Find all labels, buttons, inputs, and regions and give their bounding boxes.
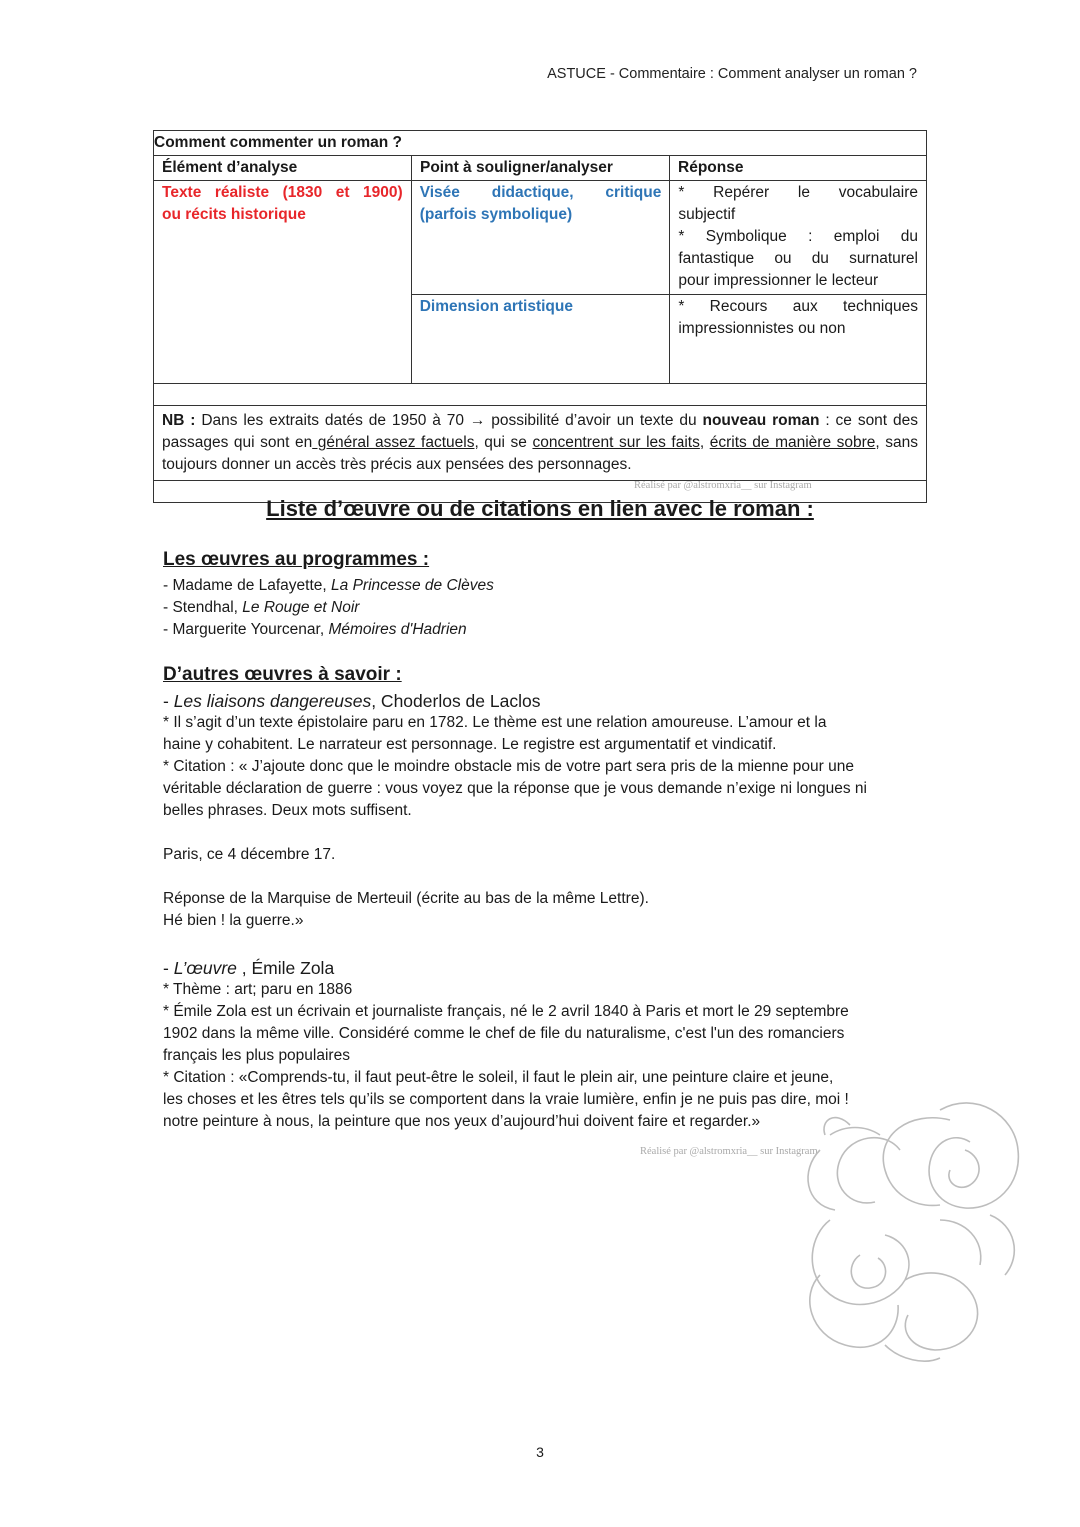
list-title: Liste d’œuvre ou de citations en lien avec le roman : [266, 496, 814, 521]
reponse-visee: * Repérer le vocabulaire subjectif * Symbolique : emploi du fantastique ou du surnaturel pour impressionner le lecteur [678, 184, 918, 289]
watermark-text: Réalisé par @alstromxria__ sur Instagram [634, 480, 812, 491]
list-item: - Madame de Lafayette, La Princesse de Clèves [163, 577, 494, 594]
point-visee: Visée didactique, critique (parfois symbolique) [419, 184, 662, 223]
reponses-column [670, 181, 926, 383]
table-empty-row [154, 383, 926, 405]
point-dimension: Dimension artistique [412, 294, 670, 383]
autres-heading: D’autres œuvres à savoir : [163, 664, 402, 685]
col-header-reponse: Réponse [678, 159, 744, 176]
watermark-text-2: Réalisé par @alstromxria__ sur Instagram [640, 1146, 818, 1157]
page-header: ASTUCE - Commentaire : Comment analyser un roman ? [547, 66, 917, 82]
programmes-list [163, 575, 923, 641]
table-row-realiste [154, 180, 926, 383]
reponse-dimension: * Recours aux techniques impressionnistes ou non [670, 294, 926, 383]
work-oeuvre: - L’œuvre , Émile Zola * Thème : art; paru en 1886 * Émile Zola est un écrivain et journaliste français, né le 2 avril 1840 à Paris et mort le 29 septembre 1902 dans la même ville. Considéré comme le chef de file du naturalisme, c'est l'un des romanciers français les plus populaires * Citation : «Comprends-tu, il faut peut-être le soleil, il faut le plein air, une peinture claire et jeune, les choses et les êtres tels qu’ils se comportent dans la vraie lumière, enfin je ne puis pas dire, moi ! notre peinture à nous, la peinture que nos yeux d’aujourd’hui doivent faire et regarder.» [163, 957, 923, 1133]
list-item: - Marguerite Yourcenar, Mémoires d'Hadrien [163, 621, 467, 638]
analysis-table [153, 130, 927, 503]
table-note: NB : Dans les extraits datés de 1950 à 70 → possibilité d’avoir un texte du nouveau roman : ce sont des passages qui sont en général assez factuels, qui se concentrent sur les faits, écrits de manière sobre, sans toujours donner un accès très précis aux pensées des personnages. [154, 405, 926, 480]
col-header-element: Élément d’analyse [154, 156, 412, 180]
page-number: 3 [536, 1444, 544, 1460]
rose-drawing [790, 1090, 1030, 1370]
table-header-row [154, 155, 926, 180]
table-title: Comment commenter un roman ? [154, 134, 403, 151]
col-header-point: Point à souligner/analyser [412, 156, 670, 180]
work-title-line: - L’œuvre , Émile Zola [163, 958, 335, 978]
list-item: - Stendhal, Le Rouge et Noir [163, 599, 360, 616]
work-title-line: - Les liaisons dangereuses, Choderlos de Laclos [163, 691, 541, 711]
programmes-heading: Les œuvres au programmes : [163, 549, 430, 570]
element-realiste: Texte réaliste (1830 et 1900) ou récits historique [154, 181, 412, 383]
work-liaisons: - Les liaisons dangereuses, Choderlos de Laclos * Il s’agit d’un texte épistolaire paru en 1782. Le thème est une relation amoureuse. L’amour et la haine y cohabitent. Le narrateur est personnage. Le registre est argumentatif et vindicatif. * Citation : « J’ajoute donc que le moindre obstacle mis de votre part sera pris de la mienne pour une véritable déclaration de guerre : vous voyez que la réponse que je vous demande n’exige ni longues ni belles phrases. Deux mots suffisent. Paris, ce 4 décembre 17. Réponse de la Marquise de Merteuil (écrite au bas de la même Lettre). Hé bien ! la guerre.» [163, 690, 923, 932]
points-column [412, 181, 671, 383]
